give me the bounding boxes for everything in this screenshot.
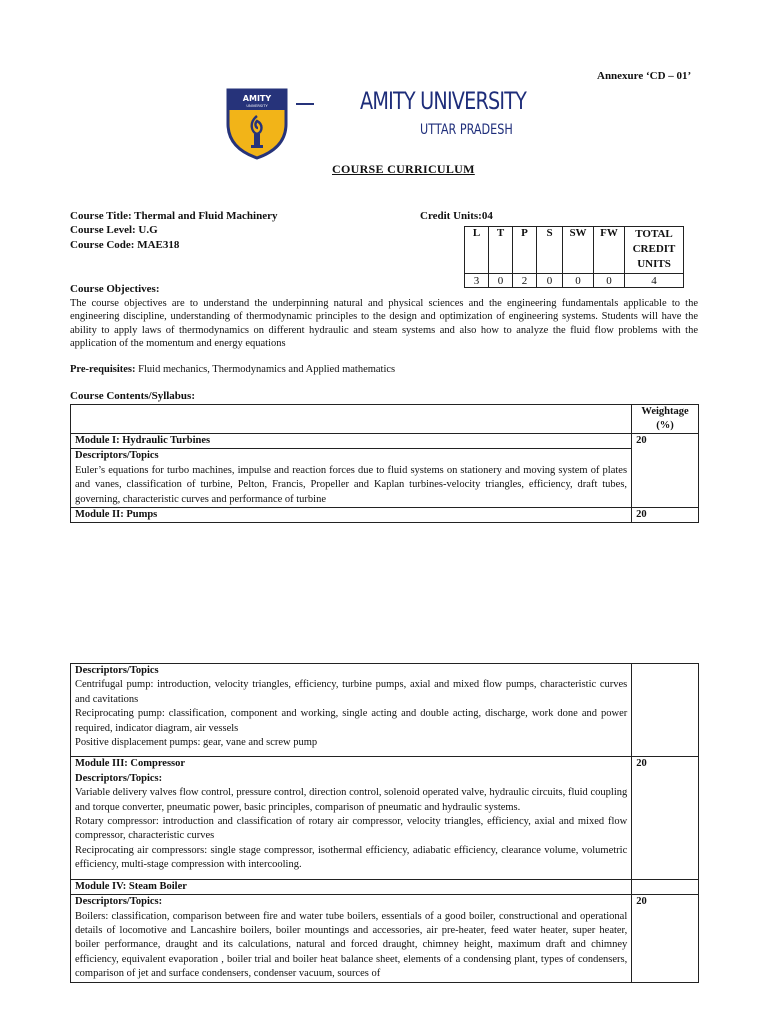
course-title: Course Title: Thermal and Fluid Machinery (70, 210, 278, 222)
module-4-title: Module IV: Steam Boiler (71, 879, 632, 894)
module-3-desc-label: Descriptors/Topics: (75, 772, 163, 784)
module-1-title: Module I: Hydraulic Turbines (71, 434, 632, 449)
module-3-topics (71, 757, 632, 879)
module-4-topics (71, 895, 632, 982)
university-name: AMITY UNIVERSITY (360, 87, 527, 115)
university-state: UTTAR PRADESH (420, 122, 513, 138)
prerequisites-text: Fluid mechanics, Thermodynamics and Applied mathematics (138, 364, 396, 375)
weightage-header: Weightage (%) (632, 405, 699, 434)
value-s: 0 (537, 274, 563, 288)
header-l: L (465, 227, 489, 274)
header-p: P (513, 227, 537, 274)
header-total: TOTAL CREDIT UNITS (625, 227, 684, 274)
objectives-text: The course objectives are to understand the underpinning natural and physical sciences and the engineering fundamentals applicable to the engineering discipline, understanding of thermodynamic principles to the design and optimization of engineering systems. Students will have the ability to apply laws of thermodynamics on different hydraulic and steam systems and also how to analyze the fluid flow problems with the application of the momentum and energy equations (70, 298, 698, 350)
amity-logo (226, 88, 288, 160)
value-total: 4 (625, 274, 684, 288)
module-1-weight: 20 (632, 434, 699, 508)
module-2-topics (71, 664, 632, 757)
course-code: Course Code: MAE318 (70, 239, 180, 251)
module-2-desc-label: Descriptors/Topics (75, 665, 159, 676)
module-3-paragraph-1: Variable delivery valves flow control, pressure control, direction control, solenoid operated valve, hydraulic circuits, fluid coupling and torque converter, pneumatic power, basic principles, comparison of pneumatic and hydraulic systems. (75, 787, 628, 813)
credit-units: Credit Units:04 (420, 210, 493, 222)
header-s: S (537, 227, 563, 274)
course-level: Course Level: U.G (70, 224, 158, 236)
logo-separator (296, 103, 314, 105)
module-2-paragraph-2: Reciprocating pump: classification, component and working, single acting and double acting, discharge, work done and power required, indicator diagram, air vessels (75, 708, 628, 734)
value-t: 0 (489, 274, 513, 288)
svg-text:AMITY: AMITY (242, 94, 272, 103)
module-4-desc-label: Descriptors/Topics: (75, 896, 163, 908)
module-1-desc-label: Descriptors/Topics (75, 450, 159, 462)
module-2-title: Module II: Pumps (71, 508, 632, 523)
module-1-text: Euler’s equations for turbo machines, impulse and reaction forces due to fluid systems on stationery and moving system of plates and vanes, classification of turbine, Pelton, Francis, Propeller and Kaplan turbines-velocity triangles, efficiency, draft tubes, governing, characteristic curves and performance of turbine (75, 464, 628, 505)
value-fw: 0 (594, 274, 625, 288)
prerequisites (70, 364, 395, 375)
annexure-label: Annexure ‘CD – 01’ (597, 70, 692, 82)
svg-text:UNIVERSITY: UNIVERSITY (246, 104, 268, 108)
module-3-weight: 20 (632, 757, 699, 879)
prerequisites-label: Pre-requisites: (70, 364, 136, 375)
syllabus-table-part-2 (70, 663, 699, 983)
module-1-topics (71, 449, 632, 508)
value-l: 3 (465, 274, 489, 288)
module-4-text: Boilers: classification, comparison between fire and water tube boilers, essentials of a good boiler, constructional and operational details of locomotive and Lancashire boilers, boiler mountings and accessories, air pre-heater, feed water heater, super heater, boiler performance, draught and its calculations, natural and forced draught, chimney height, maximum draft and chimney efficiency, equivalent evaporation , boiler trial and boiler heat balance sheet, elements of a condensing plant, types of condensers, comparison of jet and surface condensers, condenser vacuum, sources of (75, 910, 628, 980)
value-sw: 0 (563, 274, 594, 288)
module-2-paragraph-1: Centrifugal pump: introduction, velocity triangles, efficiency, turbine pumps, axial and mixed flow pumps, characteristic curves and cavitations (75, 679, 628, 705)
value-p: 2 (513, 274, 537, 288)
syllabus-table-part-1 (70, 404, 699, 523)
module-3-paragraph-3: Reciprocating air compressors: single stage compressor, isothermal efficiency, adiabatic efficiency, clearance volume, volumetric efficiency, multi-stage compression with intercooling. (75, 844, 628, 871)
objectives-label: Course Objectives: (70, 283, 160, 295)
module-3-title: Module III: Compressor (75, 758, 186, 770)
module-4-weight: 20 (632, 895, 699, 982)
header-t: T (489, 227, 513, 274)
credit-units-table (464, 226, 684, 288)
module-2-paragraph-3: Positive displacement pumps: gear, vane and screw pump (75, 737, 318, 749)
syllabus-label: Course Contents/Syllabus: (70, 390, 195, 402)
header-sw: SW (563, 227, 594, 274)
header-fw: FW (594, 227, 625, 274)
module-2-weight: 20 (632, 508, 699, 523)
page-title: COURSE CURRICULUM (332, 162, 475, 176)
module-3-paragraph-2: Rotary compressor: introduction and classification of rotary air compressor, velocity triangles, efficiency, axial and mixed flow compressor, characteristic curves (75, 816, 628, 842)
